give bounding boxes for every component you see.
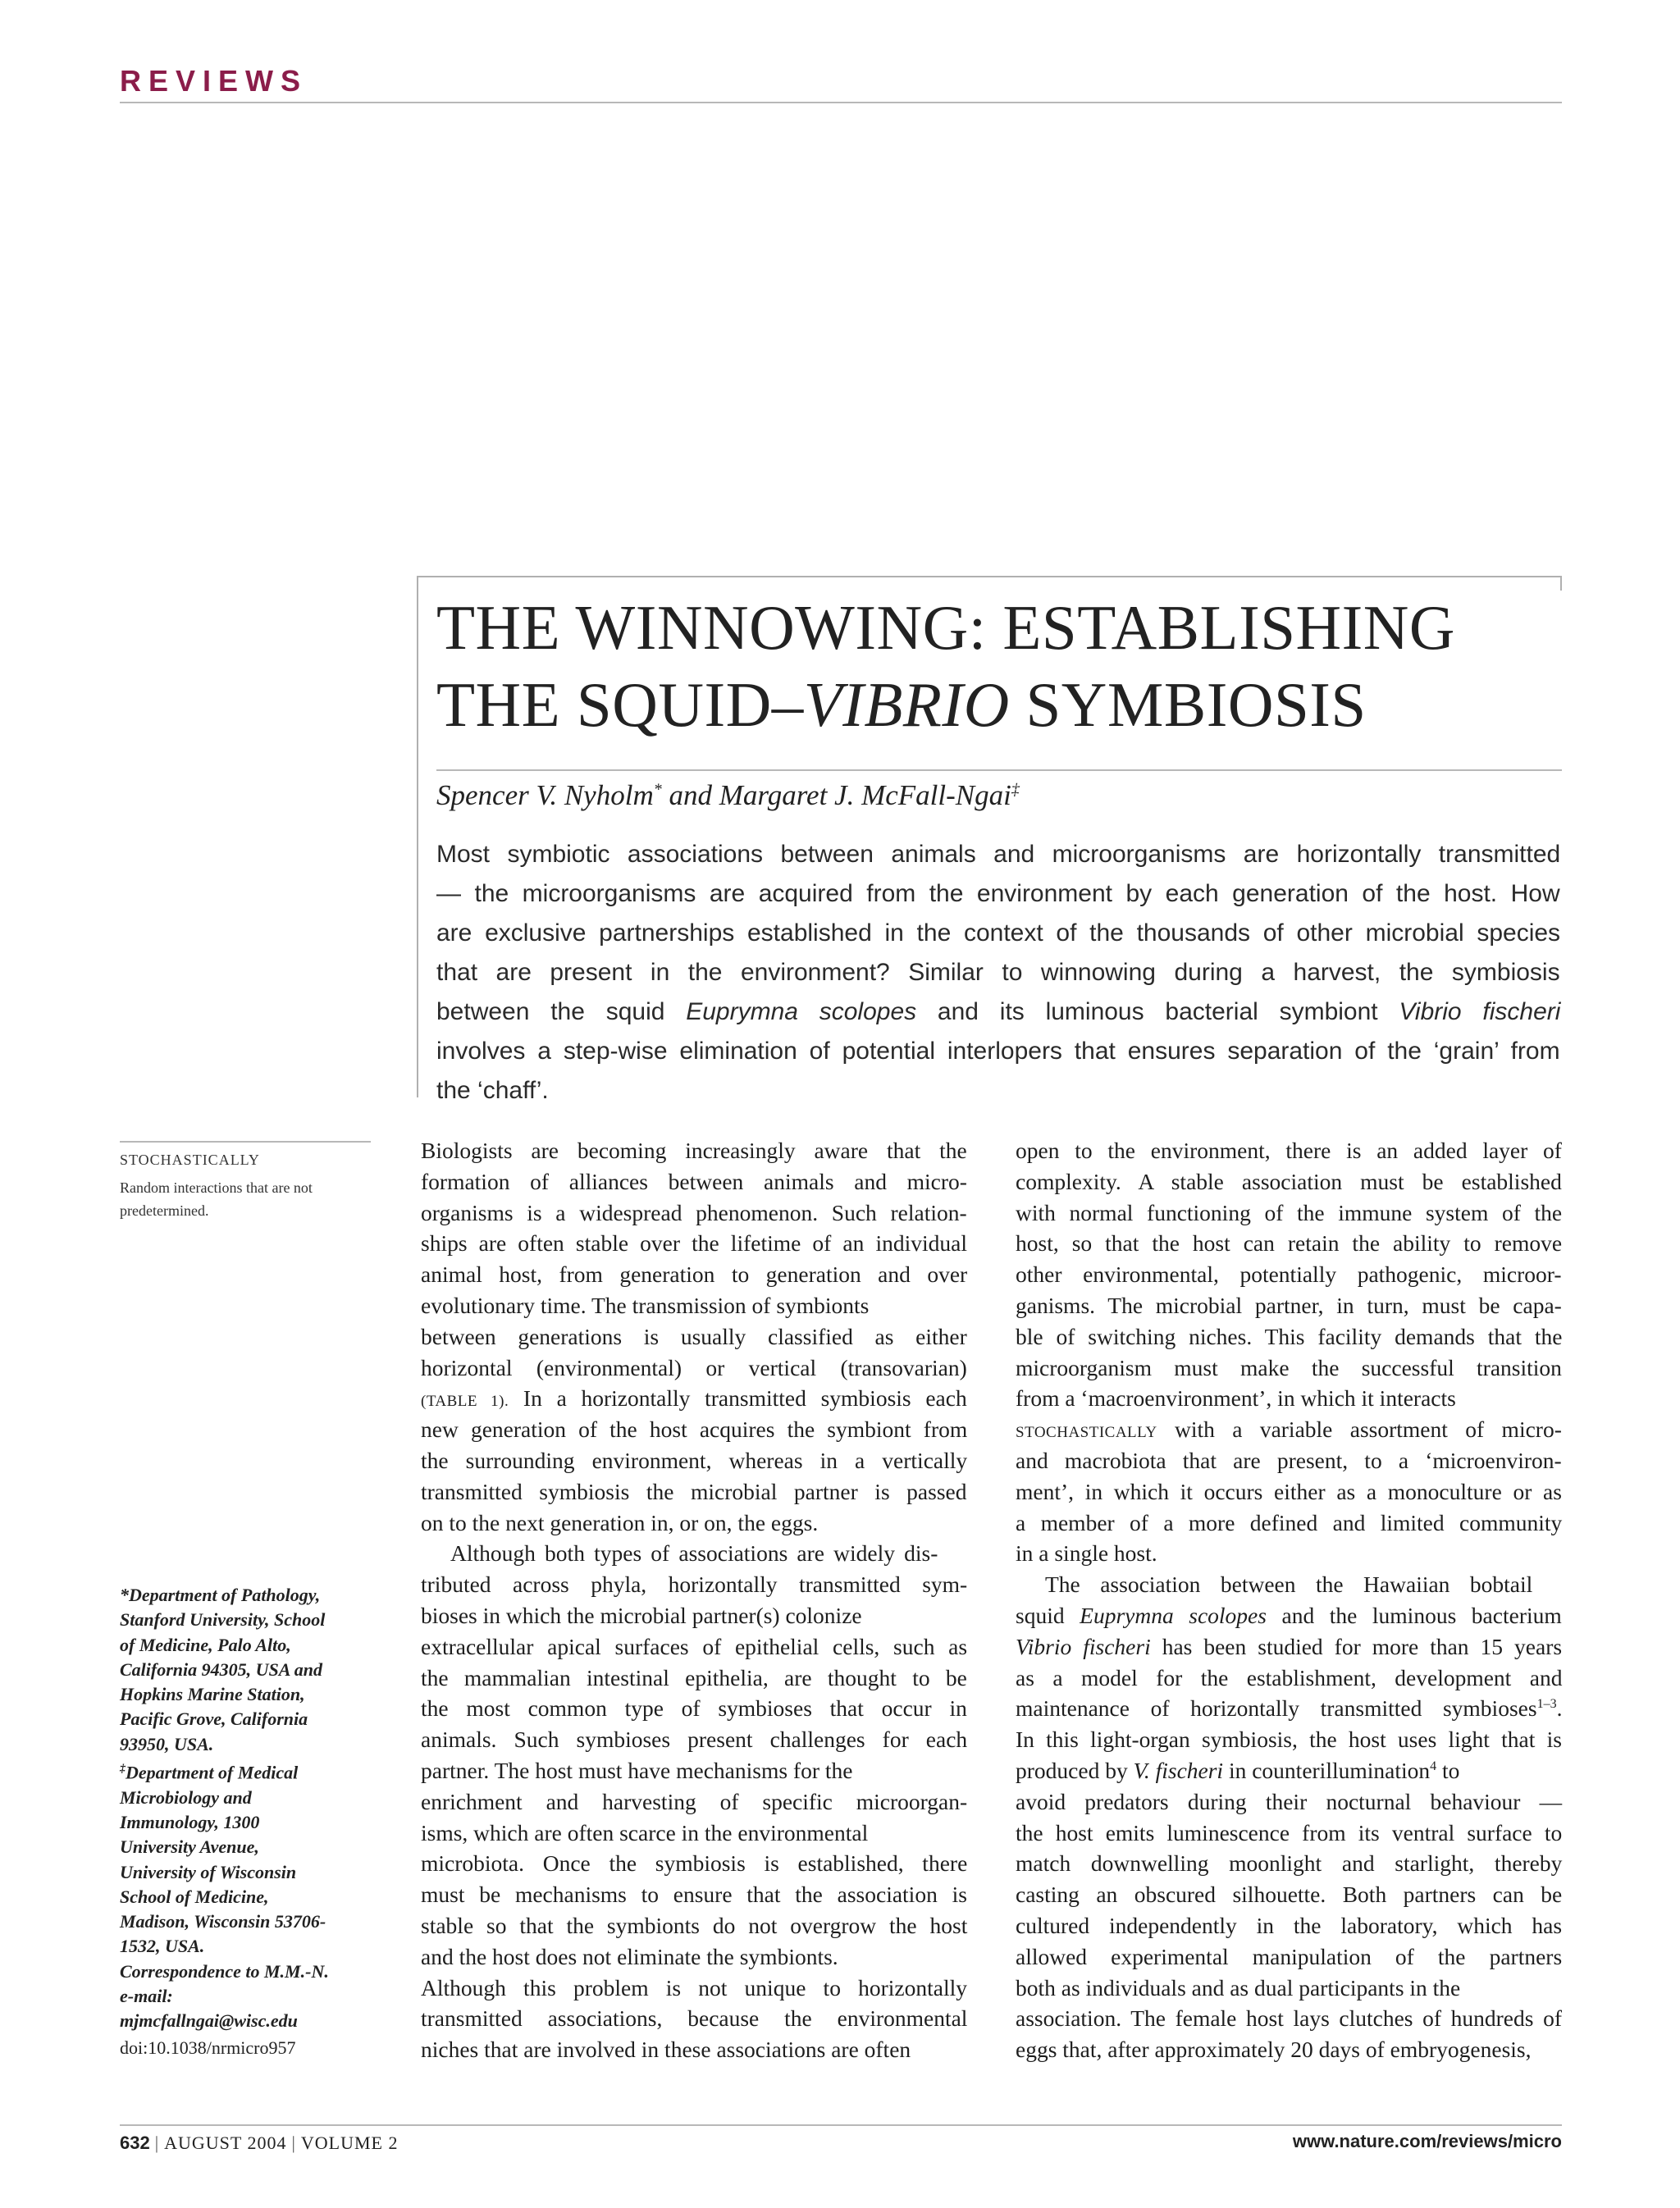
email-address[interactable]: mjmcfallngai@wisc.edu [120, 2010, 298, 2032]
body-line: the surrounding environment, whereas in a vertically [421, 1447, 968, 1473]
body-line: and macrobiota that are present, to a ‘microenviron- [1016, 1447, 1562, 1473]
citation-link[interactable]: 1–3 [1536, 1697, 1557, 1712]
body-line: open to the environment, there is an added layer of [1016, 1138, 1562, 1163]
journal-url[interactable]: www.nature.com/reviews/micro [1292, 2131, 1562, 2151]
body-line [1016, 1414, 1562, 1445]
body-line: ships are often stable over the lifetime of an individual [421, 1230, 967, 1257]
body-text: with a variable assortment of micro- [1157, 1416, 1562, 1443]
header-rule [120, 102, 1562, 103]
abstract-text: Most symbiotic associations between animals and microorganisms are horizontally transmitted [436, 841, 1561, 868]
body-text: In a horizontally transmitted symbiosis each [509, 1385, 967, 1412]
folio [120, 2133, 398, 2154]
affiliation-text: Department of Medical [126, 1762, 299, 1783]
doi: doi:10.1038/nrmicro957 [120, 2037, 296, 2058]
folio-separator: | [291, 2133, 296, 2153]
glossary-line: predetermined. [120, 1202, 209, 1219]
body-line: avoid predators during their nocturnal behaviour — [1016, 1788, 1563, 1814]
body-line: stable so that the symbionts do not overgrow the host [421, 1912, 968, 1938]
author-2: Margaret J. McFall-Ngai [719, 779, 1011, 811]
page-number: 632 [120, 2133, 150, 2153]
body-line [421, 1135, 967, 1166]
abstract-line [436, 835, 1560, 874]
body-column-1 [421, 1135, 967, 2065]
title-line-2 [436, 666, 1552, 743]
abstract-line: are exclusive partnerships established in the context of the thousands of other microbial species [436, 919, 1561, 947]
glossary-definition [120, 1176, 374, 1222]
body-line: bioses in which the microbial partner(s) colonize [421, 1602, 862, 1628]
issue-date: AUGUST 2004 [164, 2133, 287, 2153]
dagger-mark: ‡ [120, 1763, 126, 1776]
abstract-text: between the squid [436, 998, 687, 1025]
body-line: The association between the Hawaiian bobtail [1045, 1572, 1533, 1598]
body-text: in counterillumination [1223, 1757, 1431, 1783]
body-line [1016, 1631, 1562, 1663]
affiliation-line: of Medicine, Palo Alto, [120, 1634, 291, 1655]
body-line: from a ‘macroenvironment’, in which it interacts [1016, 1385, 1456, 1412]
body-line: horizontal (environmental) or vertical (transovarian) [421, 1354, 967, 1380]
body-line: isms, which are often scarce in the environmental [421, 1819, 869, 1845]
body-line: host, so that the host can retain the ability to remove [1016, 1230, 1563, 1257]
body-line: transmitted symbiosis the microbial partner is passed [421, 1478, 967, 1504]
footer-rule [120, 2124, 1562, 2126]
abstract-text: and its luminous bacterial symbiont [916, 998, 1399, 1025]
affiliation-line: Correspondence to M.M.-N. [120, 1960, 329, 1982]
margin-rule [120, 1141, 371, 1143]
affiliation-line: Stanford University, School [120, 1609, 326, 1631]
title-part: SYMBIOSIS [1009, 669, 1367, 740]
body-line: allowed experimental manipulation of the partners [1016, 1943, 1563, 1969]
title-genus: VIBRIO [803, 669, 1010, 740]
abstract-line: that are present in the environment? Similar to winnowing during a harvest, the symbiosis [436, 959, 1560, 986]
body-line: the mammalian intestinal epithelia, are thought to be [421, 1664, 967, 1690]
section-label: REVIEWS [120, 64, 308, 98]
abstract-species: Euprymna scolopes [686, 998, 917, 1025]
author-list [436, 779, 1020, 812]
body-line: cultured independently in the laboratory, which has [1016, 1912, 1563, 1938]
author-conjunction: and [661, 779, 719, 811]
body-line: a member of a more defined and limited community [1016, 1509, 1563, 1535]
body-line: animal host, from generation to generation and over [421, 1261, 968, 1288]
body-line: ment’, in which it occurs either as a monoculture or as [1016, 1478, 1562, 1504]
body-text: and the luminous bacterium [1266, 1602, 1562, 1628]
body-line: organisms is a widespread phenomenon. Such relation- [421, 1199, 967, 1225]
abstract [436, 835, 1560, 1111]
title-part: THE SQUID– [436, 669, 804, 740]
body-line: animals. Such symbioses present challenges for each [421, 1727, 968, 1753]
body-line: between generations is usually classified as either [421, 1323, 967, 1349]
affiliation-line: California 94305, USA and [120, 1658, 322, 1680]
affiliation-line: University Avenue, [120, 1836, 259, 1858]
body-line: as a model for the establishment, development and [1016, 1664, 1563, 1690]
body-line: microbiota. Once the symbiosis is established, there [421, 1850, 968, 1877]
affiliation-line: Microbiology and [120, 1786, 252, 1808]
author-1-mark: * [653, 780, 662, 799]
body-line: partner. The host must have mechanisms for the [421, 1757, 853, 1783]
affiliation-line: University of Wisconsin [120, 1861, 297, 1882]
body-line [421, 1383, 967, 1414]
citation-link[interactable]: 4 [1430, 1759, 1437, 1773]
body-line: match downwelling moonlight and starlight, thereby [1016, 1850, 1563, 1877]
body-line: ble of switching niches. This facility demands that the [1016, 1323, 1563, 1349]
body-line: microorganism must make the successful transition [1016, 1354, 1562, 1380]
body-line: transmitted associations, because the environmental [421, 2005, 968, 2032]
affiliation-line: Madison, Wisconsin 53706- [120, 1911, 326, 1932]
body-line: ganisms. The microbial partner, in turn, must be capa- [1016, 1292, 1562, 1318]
species-name: Vibrio fischeri [1016, 1633, 1151, 1659]
article-title [436, 589, 1552, 743]
abstract-line [436, 992, 1560, 1032]
affiliation-line: Immunology, 1300 [120, 1812, 260, 1832]
author-1: Spencer V. Nyholm [436, 779, 654, 811]
abstract-species: Vibrio fischeri [1399, 998, 1561, 1025]
affiliation-line: *Department of Pathology, [120, 1585, 321, 1605]
body-line: with normal functioning of the immune system of the [1016, 1199, 1563, 1225]
glossary-term: STOCHASTICALLY [120, 1152, 260, 1168]
body-line: In this light-organ symbiosis, the host uses light that is [1016, 1727, 1562, 1753]
affiliation-line: 93950, USA. [120, 1733, 214, 1754]
body-line: in a single host. [1016, 1540, 1157, 1567]
species-name: V. fischeri [1133, 1757, 1224, 1783]
body-text: squid [1016, 1602, 1080, 1628]
body-line: formation of alliances between animals and micro- [421, 1168, 967, 1194]
body-line: evolutionary time. The transmission of symbionts [421, 1292, 870, 1318]
author-2-mark: ‡ [1011, 780, 1020, 799]
body-text: Biologists are becoming increasingly aware that the [421, 1138, 967, 1163]
body-line: tributed across phyla, horizontally transmitted sym- [421, 1572, 968, 1598]
abstract-line: involves a step-wise elimination of potential interlopers that ensures separation of the ‘grain’ from [436, 1038, 1560, 1065]
body-line: extracellular apical surfaces of epithelial cells, such as [421, 1633, 968, 1659]
affiliation-line [120, 1757, 382, 1786]
body-line: both as individuals and as dual participants in the [1016, 1974, 1461, 2000]
affiliation-line: 1532, USA. [120, 1936, 205, 1957]
body-text: to [1436, 1757, 1460, 1783]
title-frame-top [417, 576, 1562, 577]
body-line [1016, 1755, 1562, 1786]
species-name: Euprymna scolopes [1080, 1602, 1267, 1628]
body-line: Although this problem is not unique to horizontally [421, 1974, 967, 2000]
abstract-line: — the microorganisms are acquired from the environment by each generation of the host. How [436, 880, 1560, 907]
volume: VOLUME 2 [300, 2133, 399, 2153]
affiliation-line: Pacific Grove, California [120, 1708, 308, 1730]
body-line: enrichment and harvesting of specific microorgan- [421, 1788, 968, 1814]
body-line: eggs that, after approximately 20 days of embryogenesis, [1016, 2037, 1532, 2063]
table-reference-link[interactable]: (TABLE 1). [421, 1393, 509, 1411]
body-text: produced by [1016, 1757, 1134, 1783]
affiliation-line: School of Medicine, [120, 1886, 269, 1907]
affiliation-line: e-mail: [120, 1986, 173, 2007]
title-frame-left [417, 576, 418, 1097]
body-line: and the host does not eliminate the symbionts. [421, 1943, 838, 1969]
body-line [1016, 1693, 1562, 1724]
body-line: must be mechanisms to ensure that the association is [421, 1882, 967, 1908]
glossary-link[interactable]: STOCHASTICALLY [1016, 1424, 1157, 1442]
title-line-1: THE WINNOWING: ESTABLISHING [436, 592, 1456, 663]
body-line: new generation of the host acquires the symbiont from [421, 1416, 968, 1443]
body-line: complexity. A stable association must be established [1016, 1168, 1562, 1194]
body-text: . [1556, 1695, 1563, 1722]
abstract-line: the ‘chaff’. [436, 1077, 549, 1104]
body-line: the most common type of symbioses that occur in [421, 1695, 967, 1722]
body-line [1016, 1600, 1562, 1631]
title-rule [436, 769, 1562, 771]
body-text: has been studied for more than 15 years [1150, 1633, 1563, 1659]
body-line: niches that are involved in these associations are often [421, 2037, 911, 2063]
affiliations [120, 1583, 382, 2034]
body-line: on to the next generation in, or on, the eggs. [421, 1509, 819, 1535]
body-line: Although both types of associations are widely dis- [450, 1540, 938, 1567]
glossary-line: Random interactions that are not [120, 1179, 313, 1196]
body-line: casting an obscured silhouette. Both partners can be [1016, 1882, 1563, 1908]
affiliation-line: Hopkins Marine Station, [120, 1684, 305, 1705]
body-text: maintenance of horizontally transmitted symbioses [1016, 1695, 1537, 1722]
body-line: the host emits luminescence from its ventral surface to [1016, 1819, 1563, 1845]
folio-separator: | [154, 2133, 160, 2153]
body-line: association. The female host lays clutches of hundreds of [1016, 2005, 1563, 2032]
title-frame-right [1560, 576, 1562, 591]
body-column-2 [1016, 1135, 1562, 2065]
body-line: other environmental, potentially pathogenic, microor- [1016, 1261, 1562, 1288]
